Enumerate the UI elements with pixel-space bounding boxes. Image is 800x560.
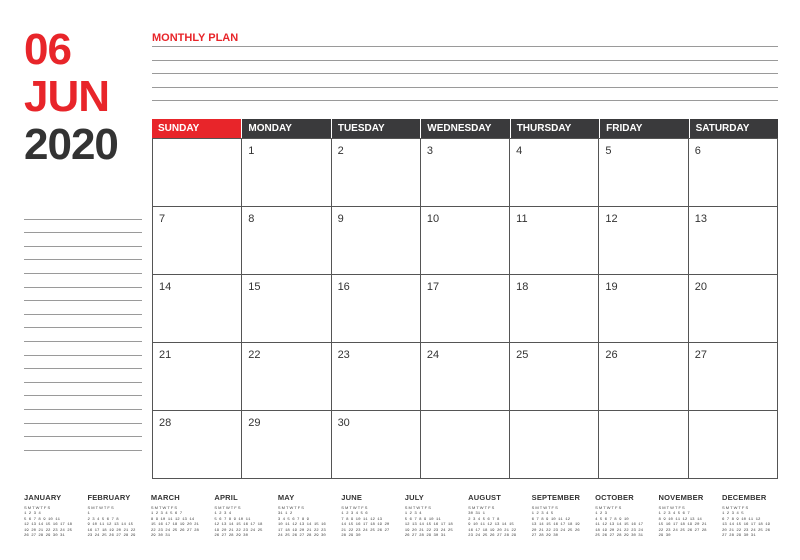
mini-month-grid — [214, 512, 272, 540]
note-line[interactable] — [24, 301, 142, 315]
note-line[interactable] — [24, 260, 142, 274]
mini-month — [405, 493, 463, 540]
mini-month-name: MAY — [277, 493, 295, 502]
day-cell[interactable]: 23 — [332, 343, 421, 411]
mini-month-grid — [405, 512, 463, 540]
mini-month — [278, 493, 336, 540]
mini-month-row: 8 9 10 11 12 13 14 — [658, 517, 702, 522]
mini-month-grid — [722, 512, 780, 540]
mini-month — [24, 493, 82, 540]
mini-month-row: 11 12 13 14 15 16 17 — [595, 523, 644, 528]
mini-month-row: 1 2 3 — [595, 512, 608, 516]
mini-month-row: 18 19 20 21 22 23 24 — [595, 528, 644, 533]
mini-month — [341, 493, 399, 540]
mini-month-row: 9 10 11 12 13 14 15 — [87, 523, 134, 528]
mini-month-row: 14 15 16 17 18 19 20 — [341, 523, 390, 528]
mini-month-row: 24 25 26 27 28 29 30 — [277, 534, 326, 539]
day-cell[interactable] — [421, 411, 510, 479]
plan-line[interactable] — [152, 87, 778, 101]
month-calendar — [152, 119, 778, 479]
mini-month-grid — [659, 512, 717, 540]
mini-month-grid — [468, 512, 526, 540]
note-line[interactable] — [24, 315, 142, 329]
note-line[interactable] — [24, 206, 142, 220]
mini-month-row: 6 7 8 9 10 11 12 — [531, 517, 571, 522]
day-cell[interactable]: 10 — [421, 207, 510, 275]
day-cell[interactable]: 12 — [599, 207, 688, 275]
day-cell[interactable]: 21 — [153, 343, 242, 411]
mini-month-name: SEPTEMBER — [531, 493, 581, 502]
mini-month-row: 29 30 — [658, 534, 671, 539]
mini-month-row: 30 31 1 — [468, 512, 485, 516]
mini-month-row: 1 2 3 4 5 — [531, 512, 554, 516]
mini-month-row: 6 7 8 9 10 11 12 — [721, 517, 761, 522]
mini-month-row: 27 28 29 30 31 — [721, 534, 756, 539]
mini-month-name: JUNE — [341, 493, 363, 502]
day-cell[interactable]: 26 — [599, 343, 688, 411]
mini-month-row: 26 27 28 29 30 31 — [404, 534, 446, 539]
mini-weekday-header: S M T W T F S — [277, 505, 304, 510]
mini-weekday-header: S M T W T F S — [658, 505, 685, 510]
mini-month-row: 9 10 11 12 13 14 15 — [468, 523, 514, 528]
mini-month-row: 1 — [87, 512, 90, 516]
mini-month-row: 22 23 24 25 26 27 28 — [658, 528, 707, 533]
mini-weekday-header: S M T W T F S — [341, 505, 368, 510]
day-cell[interactable]: 18 — [510, 275, 599, 343]
mini-month — [659, 493, 717, 540]
day-cell[interactable]: 13 — [689, 207, 778, 275]
mini-month — [151, 493, 209, 540]
mini-month-row: 2 3 4 5 6 7 8 — [87, 517, 119, 522]
mini-month-row: 13 14 15 16 17 18 19 — [531, 523, 580, 528]
note-line[interactable] — [24, 437, 142, 451]
mini-month-name: MARCH — [150, 493, 180, 502]
mini-weekday-header: S M T W T F S — [721, 505, 749, 510]
mini-month-grid — [595, 512, 653, 540]
mini-month-grid — [87, 512, 145, 540]
note-line[interactable] — [24, 383, 142, 397]
mini-month-name: FEBRUARY — [87, 493, 131, 502]
day-cell[interactable]: 24 — [421, 343, 510, 411]
mini-month-row: 19 20 21 22 23 24 25 — [404, 528, 453, 533]
month-name: JUN — [24, 72, 110, 121]
day-cell[interactable]: 22 — [242, 343, 331, 411]
mini-month-row: 16 17 18 19 20 21 22 — [87, 528, 136, 533]
weekday-thursday: THURSDAY — [510, 119, 599, 138]
note-line[interactable] — [24, 342, 142, 356]
mini-month — [87, 493, 145, 540]
mini-month-row: 5 6 7 8 9 10 11 — [404, 517, 441, 522]
mini-month-row: 12 13 14 15 16 17 18 — [404, 523, 453, 528]
mini-month-row: 15 16 17 18 19 20 21 — [150, 523, 199, 528]
mini-month-row: 1 2 3 4 5 6 7 — [658, 512, 690, 516]
mini-month-row: 26 27 28 29 30 — [214, 534, 248, 539]
weekday-sunday: SUNDAY — [152, 119, 241, 138]
weekday-monday: MONDAY — [241, 119, 330, 138]
mini-month-grid — [532, 512, 590, 540]
mini-month-row: 12 13 14 15 16 17 18 — [24, 523, 73, 528]
mini-month-row: 19 20 21 22 23 24 25 — [24, 528, 73, 533]
day-cell[interactable]: 29 — [242, 411, 331, 479]
weekday-tuesday: TUESDAY — [331, 119, 420, 138]
mini-month-name: DECEMBER — [721, 493, 767, 502]
mini-weekday-header: S M T W T F S — [404, 505, 431, 510]
mini-month — [214, 493, 272, 540]
day-cell[interactable]: 11 — [510, 207, 599, 275]
note-line[interactable] — [24, 274, 142, 288]
mini-month-name: APRIL — [214, 493, 238, 502]
mini-month-row: 10 11 12 13 14 15 16 — [277, 523, 326, 528]
mini-month-row: 23 24 25 26 27 28 29 — [468, 534, 517, 539]
day-cell[interactable]: 28 — [153, 411, 242, 479]
mini-month-row: 1 2 3 4 5 — [721, 512, 744, 516]
note-line[interactable] — [24, 396, 142, 410]
mini-weekday-header: S M T W T F S — [468, 505, 495, 510]
day-cell[interactable]: 30 — [332, 411, 421, 479]
mini-month-row: 12 13 14 15 16 17 18 — [214, 523, 263, 528]
note-line[interactable] — [24, 220, 142, 234]
day-cell[interactable]: 1 — [242, 139, 331, 207]
day-cell[interactable]: 16 — [332, 275, 421, 343]
mini-month-name: OCTOBER — [595, 493, 634, 502]
mini-month-row: 27 28 29 30 — [531, 534, 559, 539]
day-cell[interactable]: 8 — [242, 207, 331, 275]
day-cell[interactable]: 19 — [599, 275, 688, 343]
day-cell[interactable]: 7 — [153, 207, 242, 275]
mini-month-grid — [151, 512, 209, 540]
note-line[interactable] — [24, 328, 142, 342]
mini-weekday-header: S M T W T F S — [531, 505, 558, 510]
mini-month — [595, 493, 653, 540]
plan-line[interactable] — [152, 73, 778, 87]
day-cell[interactable]: 6 — [689, 139, 778, 207]
mini-month-row: 20 21 22 23 24 25 26 — [531, 528, 580, 533]
mini-month-row: 13 14 15 16 17 18 19 — [721, 523, 770, 528]
mini-month-row: 31 1 2 — [277, 512, 293, 516]
day-cell[interactable]: 3 — [421, 139, 510, 207]
note-line[interactable] — [24, 369, 142, 383]
weekday-header — [152, 119, 778, 138]
note-line[interactable] — [24, 288, 142, 302]
day-cell[interactable] — [689, 411, 778, 479]
mini-month-row: 16 17 18 19 20 21 22 — [468, 528, 517, 533]
mini-month-row: 3 4 5 6 7 8 9 — [277, 517, 310, 522]
mini-month-row: 1 2 3 4 — [24, 512, 41, 516]
mini-month-row: 2 3 4 5 6 7 8 — [468, 517, 500, 522]
mini-weekday-header: S M T W T F S — [214, 505, 241, 510]
mini-month-name: JULY — [404, 493, 425, 502]
mini-month-grid — [24, 512, 82, 540]
mini-month-name: NOVEMBER — [658, 493, 704, 502]
day-cell[interactable]: 5 — [599, 139, 688, 207]
mini-month-name: JANUARY — [24, 493, 62, 502]
day-cell[interactable] — [599, 411, 688, 479]
weekday-friday: FRIDAY — [599, 119, 688, 138]
monthly-plan-lines — [152, 46, 778, 114]
date-block — [24, 25, 144, 169]
mini-month-row: 25 26 27 28 29 30 31 — [595, 534, 644, 539]
mini-month-row: 7 8 9 10 11 12 13 — [341, 517, 383, 522]
day-cell[interactable]: 25 — [510, 343, 599, 411]
note-line[interactable] — [24, 424, 142, 438]
year-overview — [24, 493, 780, 540]
notes-lines — [24, 206, 142, 451]
mini-month-row: 28 29 30 — [341, 534, 361, 539]
plan-line[interactable] — [152, 46, 778, 60]
note-line[interactable] — [24, 247, 142, 261]
mini-month-row: 4 5 6 7 8 9 10 — [595, 517, 629, 522]
mini-month-row: 1 2 3 4 — [214, 512, 232, 516]
mini-month-name: AUGUST — [468, 493, 502, 502]
mini-month-row: 23 24 25 26 27 28 29 — [87, 534, 136, 539]
mini-month — [468, 493, 526, 540]
mini-month-row: 5 6 7 8 9 10 11 — [24, 517, 61, 522]
mini-month — [532, 493, 590, 540]
day-cell[interactable]: 4 — [510, 139, 599, 207]
day-cell[interactable]: 17 — [421, 275, 510, 343]
mini-month-grid — [278, 512, 336, 540]
day-cell[interactable]: 14 — [153, 275, 242, 343]
mini-month-row: 26 27 28 29 30 31 — [24, 534, 65, 539]
day-cell[interactable] — [510, 411, 599, 479]
monthly-plan-title: MONTHLY PLAN — [152, 32, 239, 44]
day-cell[interactable]: 2 — [332, 139, 421, 207]
mini-month-row: 20 21 22 23 24 25 26 — [721, 528, 770, 533]
day-cell[interactable]: 9 — [332, 207, 421, 275]
mini-month — [722, 493, 780, 540]
mini-weekday-header: S M T W T F S — [595, 505, 622, 510]
day-cell[interactable]: 20 — [689, 275, 778, 343]
weekday-wednesday: WEDNESDAY — [420, 119, 509, 138]
day-cell[interactable] — [153, 139, 242, 207]
weekday-saturday: SATURDAY — [689, 119, 778, 138]
mini-month-grid — [341, 512, 399, 540]
day-grid — [152, 138, 778, 479]
mini-month-row: 1 2 3 4 — [404, 512, 422, 516]
mini-month-row: 1 2 3 4 5 6 7 — [150, 512, 183, 516]
mini-month-row: 29 30 31 — [150, 534, 171, 539]
mini-month-row: 17 18 19 20 21 22 23 — [277, 528, 326, 533]
note-line[interactable] — [24, 233, 142, 247]
mini-month-row: 15 16 17 18 19 20 21 — [658, 523, 707, 528]
mini-month-row: 21 22 23 24 25 26 27 — [341, 528, 390, 533]
note-line[interactable] — [24, 410, 142, 424]
mini-weekday-header: S M T W T F S — [24, 505, 51, 510]
year: 2020 — [24, 120, 118, 169]
plan-line[interactable] — [152, 100, 778, 114]
day-cell[interactable]: 15 — [242, 275, 331, 343]
mini-month-row: 19 20 21 22 23 24 25 — [214, 528, 263, 533]
mini-weekday-header: S M T W T F S — [87, 505, 114, 510]
month-number: 06 — [24, 25, 71, 74]
mini-month-row: 5 6 7 8 9 10 11 — [214, 517, 251, 522]
mini-month-row: 1 2 3 4 5 6 — [341, 512, 368, 516]
note-line[interactable] — [24, 356, 142, 370]
plan-line[interactable] — [152, 60, 778, 74]
mini-month-row: 22 23 24 25 26 27 28 — [150, 528, 199, 533]
mini-weekday-header: S M T W T F S — [150, 505, 178, 510]
mini-month-row: 8 9 10 11 12 13 14 — [150, 517, 195, 522]
day-cell[interactable]: 27 — [689, 343, 778, 411]
